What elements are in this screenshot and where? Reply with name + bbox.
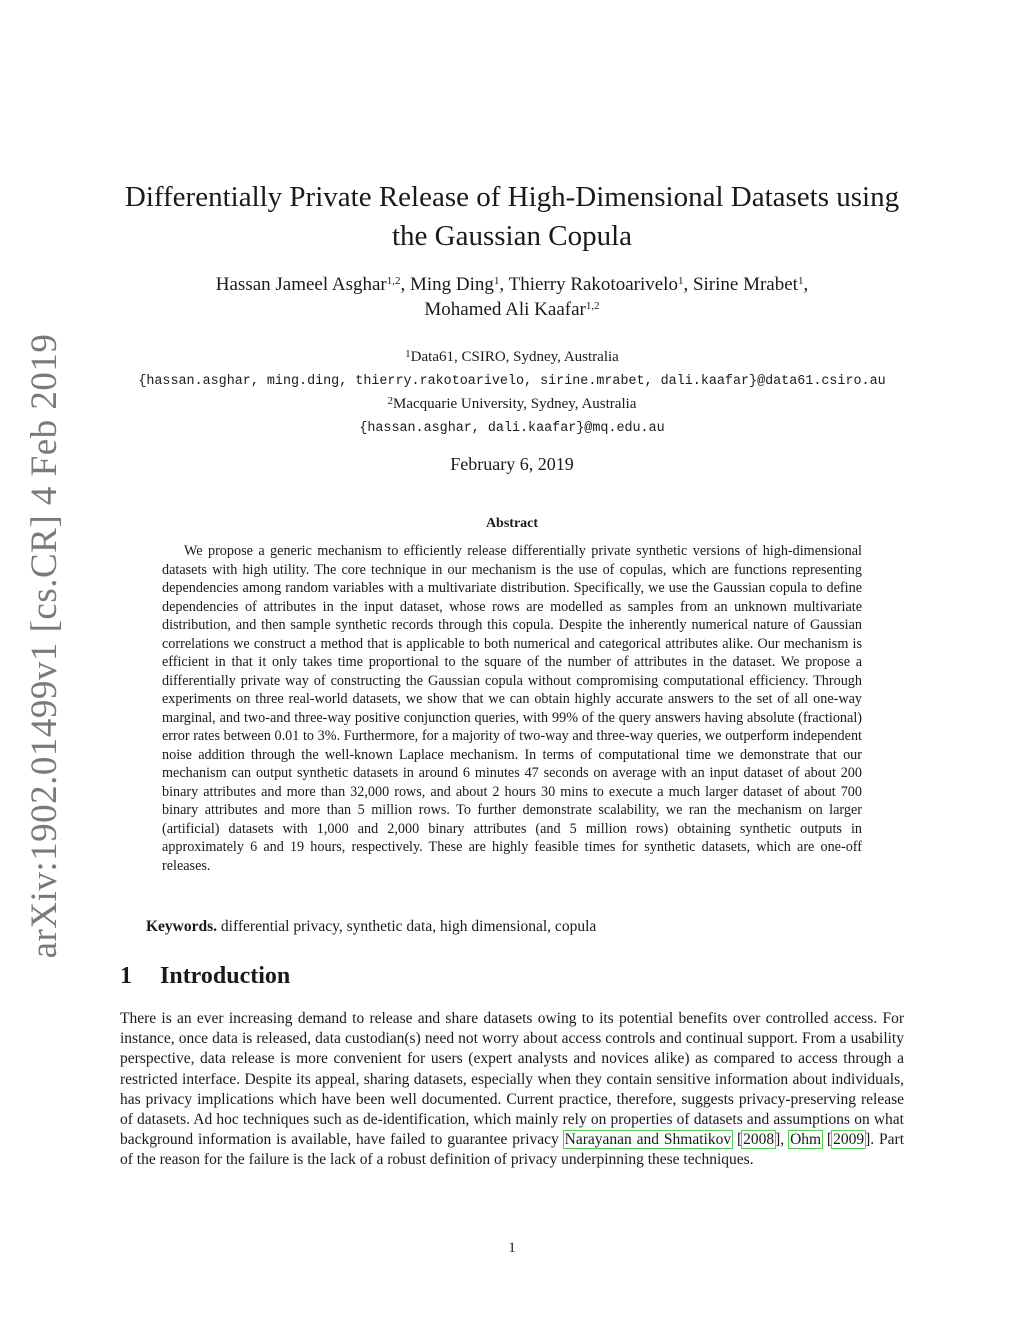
affiliations-block: [120, 346, 904, 440]
affiliation-2-emails: {hassan.asghar, dali.kaafar}@mq.edu.au: [359, 420, 665, 436]
affiliation-1: $^1$Data61, CSIRO, Sydney, Australia: [405, 348, 619, 365]
author-5: Mohamed Ali Kaafar$^{1,2}$: [424, 299, 600, 320]
author-list: [120, 272, 904, 322]
citation-link-narayanan[interactable]: Narayanan and Shmatikov: [564, 1131, 732, 1149]
author-2: Ming Ding$^1$,: [409, 274, 509, 295]
section-number: 1: [120, 963, 132, 989]
section-title: Introduction: [160, 963, 291, 989]
citation-link-ohm[interactable]: Ohm: [790, 1131, 822, 1149]
keywords-label: Keywords.: [146, 918, 218, 935]
introduction-paragraph: There is an ever increasing demand to release and share datasets owing to its potential benefits over controlled access. For instance, once data is released, data custodian(s) need not worry about access controls and continual support. From a usability perspective, data release is more convenient for users (expert analysts and novices alike) as compared to access through a restricted interface. Despite its appeal, sharing datasets, especially when they contain sensitive information about individuals, has privacy implications which have been well documented. Current practice, therefore, suggests privacy-preserving release of datasets. Ad hoc techniques such as de-identification, which mainly rely on properties of datasets and assumptions on what background information is available, have failed to guarantee privacy Narayanan and Shmatikov [2008], Ohm [2009]. Part of the reason for the failure is the lack of a robust definition of privacy underpinning these techniques.: [120, 1010, 904, 1169]
publication-date: February 6, 2019: [450, 454, 574, 474]
page-number: 1: [508, 1240, 516, 1256]
citation-link-narayanan-year[interactable]: 2008: [743, 1131, 775, 1149]
author-1: Hassan Jameel Asghar$^{1,2}$,: [215, 274, 410, 295]
arxiv-identifier-stamp: arXiv:1902.01499v1 [cs.CR] 4 Feb 2019: [24, 333, 65, 959]
keywords-text: differential privacy, synthetic data, high dimensional, copula: [220, 918, 597, 935]
affiliation-1-emails: {hassan.asghar, ming.ding, thierry.rakotoarivelo, sirine.mrabet, dali.kaafar}@data61.csiro.au: [138, 373, 886, 389]
abstract-text: We propose a generic mechanism to efficiently release differentially private synthetic versions of high-dimensional datasets with high utility. The core technique in our mechanism is the use of copulas, which are functions representing dependencies among random variables with a multivariate distribution. Specifically, we use the Gaussian copula to define dependencies of attributes in the input dataset, whose rows are modelled as samples from an unknown multivariate distribution, and then sample synthetic records through this copula. Despite the inherently numerical nature of Gaussian correlations we construct a method that is applicable to both numerical and categorical attributes alike. Our mechanism is efficient in that it only takes time proportional to the square of the number of attributes in the dataset. We propose a differentially private way of constructing the Gaussian copula without compromising computational efficiency. Through experiments on three real-world datasets, we show that we can obtain highly accurate answers to the set of all one-way marginal, and two-and three-way positive conjunction queries, with 99% of the query answers having absolute (fractional) error rates between 0.01 to 3%. Furthermore, for a majority of two-way and three-way queries, we outperform independent noise addition through the well-known Laplace mechanism. In terms of computational time we demonstrate that our mechanism can output synthetic datasets in around 6 minutes 47 seconds on average with an input dataset of about 200 binary attributes and more than 32,000 rows, and about 2 hours 30 mins to execute a much larger dataset of about 700 binary attributes and more than 5 million rows. To further demonstrate scalability, we ran the mechanism on larger (artificial) datasets with 1,000 and 2,000 binary attributes (and 5 million rows) obtaining synthetic outputs in approximately 6 and 19 hours, respectively. These are highly feasible times for synthetic datasets, which are one-off releases.: [162, 543, 862, 874]
citation-link-ohm-year[interactable]: 2009: [833, 1131, 865, 1149]
author-4: Sirine Mrabet$^1$,: [692, 274, 809, 295]
paper-title: Differentially Private Release of High-Dimensional Datasets using the Gaussian Copula: [124, 181, 900, 252]
author-3: Thierry Rakotoarivelo$^1$,: [508, 274, 693, 295]
section-heading-introduction: [120, 963, 290, 990]
keywords-line: [146, 918, 876, 936]
abstract-heading: Abstract: [485, 516, 539, 531]
affiliation-2: $^2$Macquarie University, Sydney, Australia: [387, 395, 637, 412]
